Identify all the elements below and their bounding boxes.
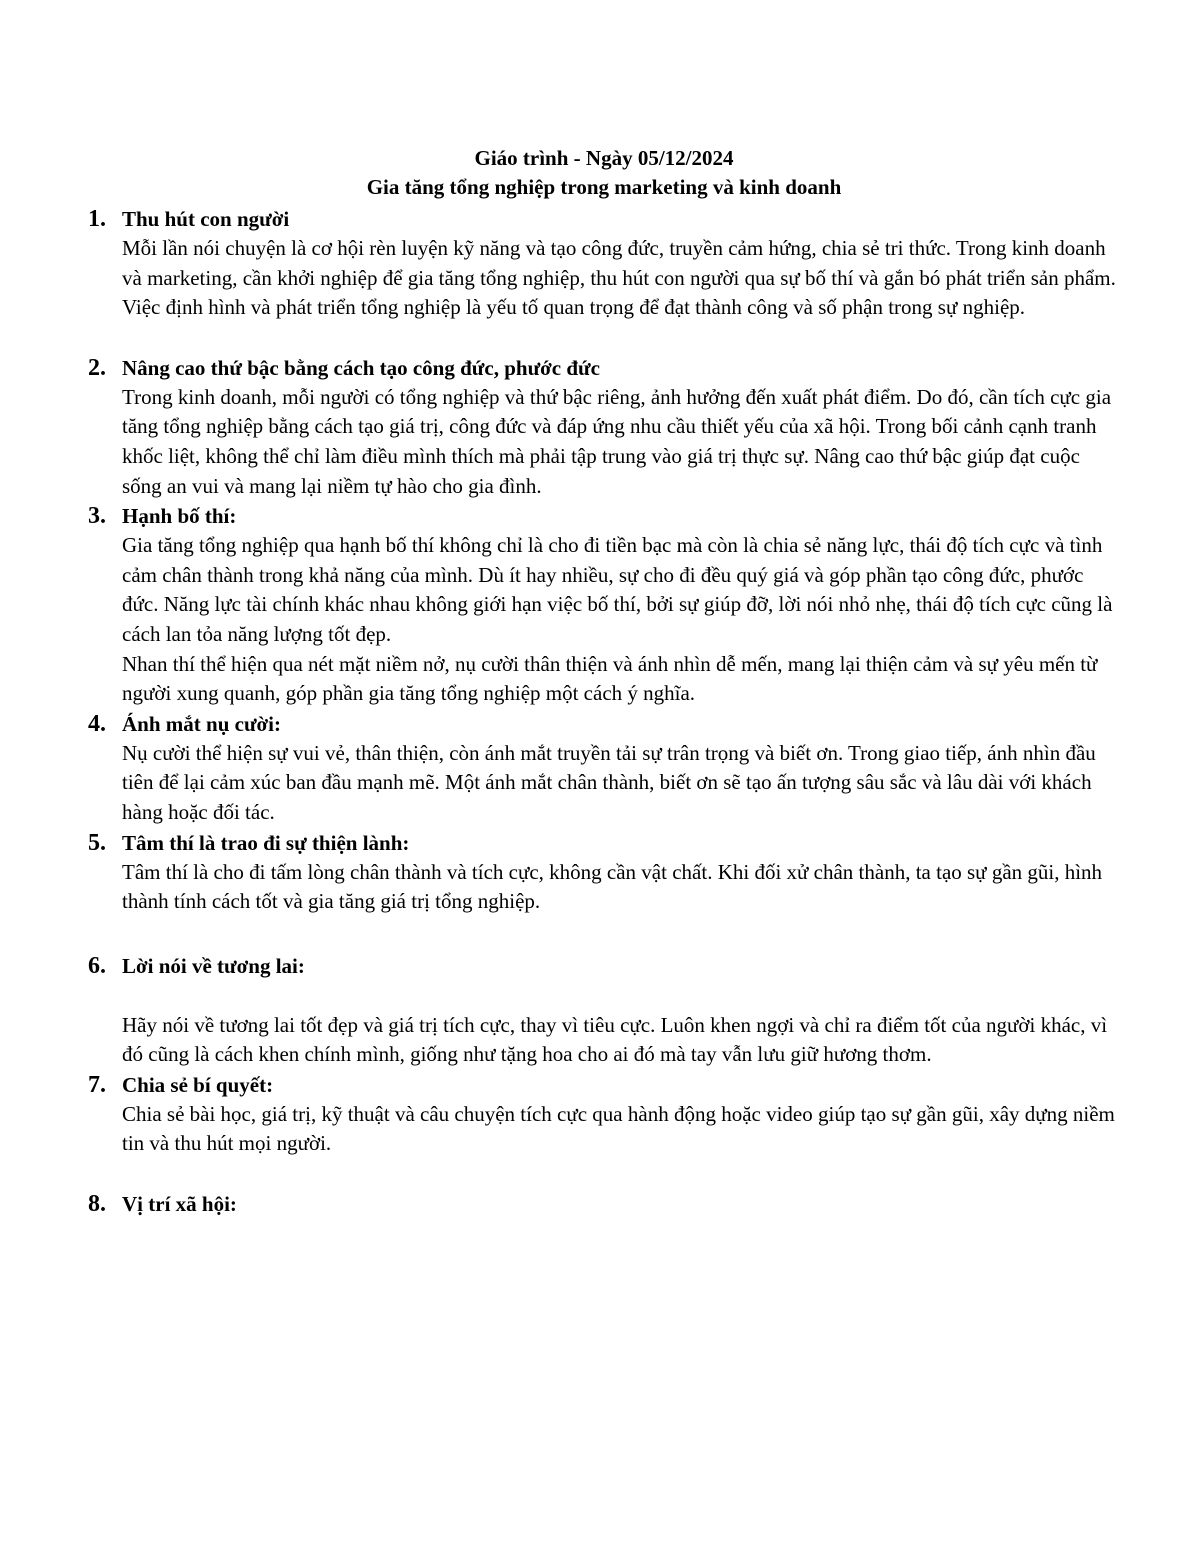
section-paragraph: Mỗi lần nói chuyện là cơ hội rèn luyện kỹ năng và tạo công đức, truyền cảm hứng, chia sẻ tri thức. Trong kinh doanh và marketing, cần khởi nghiệp để gia tăng tổng nghiệp, thu hút con người qua sự bố thí và gắn bó phát triển sản phẩm. Việc định hình và phát triển tổng nghiệp là yếu tố quan trọng để đạt thành công và số phận trong sự nghiệp. <box>122 236 1116 320</box>
section-heading: Tâm thí là trao đi sự thiện lành: <box>122 830 410 855</box>
section-number: 1. <box>88 206 106 232</box>
section-heading: Hạnh bố thí: <box>122 504 237 529</box>
section-paragraph: Trong kinh doanh, mỗi người có tổng nghiệp và thứ bậc riêng, ảnh hưởng đến xuất phát điểm. Do đó, cần tích cực gia tăng tổng nghiệp bằng cách tạo giá trị, công đức và đáp ứng nhu cầu thiết yếu của xã hội. Trong bối cảnh cạnh tranh khốc liệt, không thể chỉ làm điều mình thích mà phải tập trung vào giá trị thực sự. Nâng cao thứ bậc giúp đạt cuộc sống an vui và mang lại niềm tự hào cho gia đình. <box>122 384 1112 498</box>
section-number: 3. <box>88 503 106 530</box>
section-number: 7. <box>88 1071 106 1098</box>
section-heading: Lời nói về tương lai: <box>122 953 305 978</box>
section-heading: Nâng cao thứ bậc bằng cách tạo công đức, phước đức <box>122 355 600 380</box>
section-4 <box>88 709 1120 828</box>
section-heading: Thu hút con người <box>122 207 290 231</box>
section-paragraph: Chia sẻ bài học, giá trị, kỹ thuật và câu chuyện tích cực qua hành động hoặc video giúp tạo sự gần gũi, xây dựng niềm tin và thu hút mọi người. <box>122 1101 1115 1156</box>
section-paragraph: Hãy nói về tương lai tốt đẹp và giá trị tích cực, thay vì tiêu cực. Luôn khen ngợi và chỉ ra điểm tốt của người khác, vì đó cũng là cách khen chính mình, giống như tặng hoa cho ai đó mà tay vẫn lưu giữ hương thơm. <box>122 1012 1108 1067</box>
section-paragraph: Gia tăng tổng nghiệp qua hạnh bố thí không chỉ là cho đi tiền bạc mà còn là chia sẻ năng lực, thái độ tích cực và tình cảm chân thành trong khả năng của mình. Dù ít hay nhiều, sự cho đi đều quý giá và góp phần tạo công đức, phước đức. Năng lực tài chính khác nhau không giới hạn việc bố thí, bởi sự giúp đỡ, lời nói nhỏ nhẹ, thái độ tích cực cũng là cách lan tỏa năng lượng tốt đẹp. <box>122 533 1113 646</box>
section-8 <box>88 1189 1120 1219</box>
section-3 <box>88 501 1120 709</box>
section-number: 2. <box>88 354 106 381</box>
section-paragraph: Nhan thí thể hiện qua nét mặt niềm nở, nụ cười thân thiện và ánh nhìn dễ mến, mang lại thiện cảm và sự yêu mến từ người xung quanh, góp phần gia tăng tổng nghiệp một cách ý nghĩa. <box>122 651 1098 706</box>
section-heading: Ánh mắt nụ cười: <box>122 711 281 736</box>
section-paragraph: Tâm thí là cho đi tấm lòng chân thành và tích cực, không cần vật chất. Khi đối xử chân thành, ta tạo sự gần gũi, hình thành tính cách tốt và gia tăng giá trị tổng nghiệp. <box>122 859 1103 914</box>
document-title: Giáo trình - Ngày 05/12/2024 <box>474 146 734 170</box>
section-heading: Chia sẻ bí quyết: <box>122 1072 274 1097</box>
document-header <box>88 144 1120 202</box>
section-number: 6. <box>88 952 106 979</box>
section-heading: Vị trí xã hội: <box>122 1192 237 1217</box>
section-number: 5. <box>88 829 106 856</box>
document-subtitle: Gia tăng tổng nghiệp trong marketing và kinh doanh <box>366 175 842 199</box>
section-2 <box>88 353 1120 501</box>
section-number: 4. <box>88 710 106 737</box>
sections-list <box>88 204 1120 1219</box>
section-paragraph: Nụ cười thể hiện sự vui vẻ, thân thiện, còn ánh mắt truyền tải sự trân trọng và biết ơn. Trong giao tiếp, ánh nhìn đầu tiên để lại cảm xúc ban đầu mạnh mẽ. Một ánh mắt chân thành, biết ơn sẽ tạo ấn tượng sâu sắc và lâu dài với khách hàng hoặc đối tác. <box>122 740 1096 824</box>
section-number: 8. <box>88 1191 106 1218</box>
section-5 <box>88 828 1120 917</box>
section-7 <box>88 1070 1120 1159</box>
section-6 <box>88 951 1120 1070</box>
section-1 <box>88 204 1120 323</box>
